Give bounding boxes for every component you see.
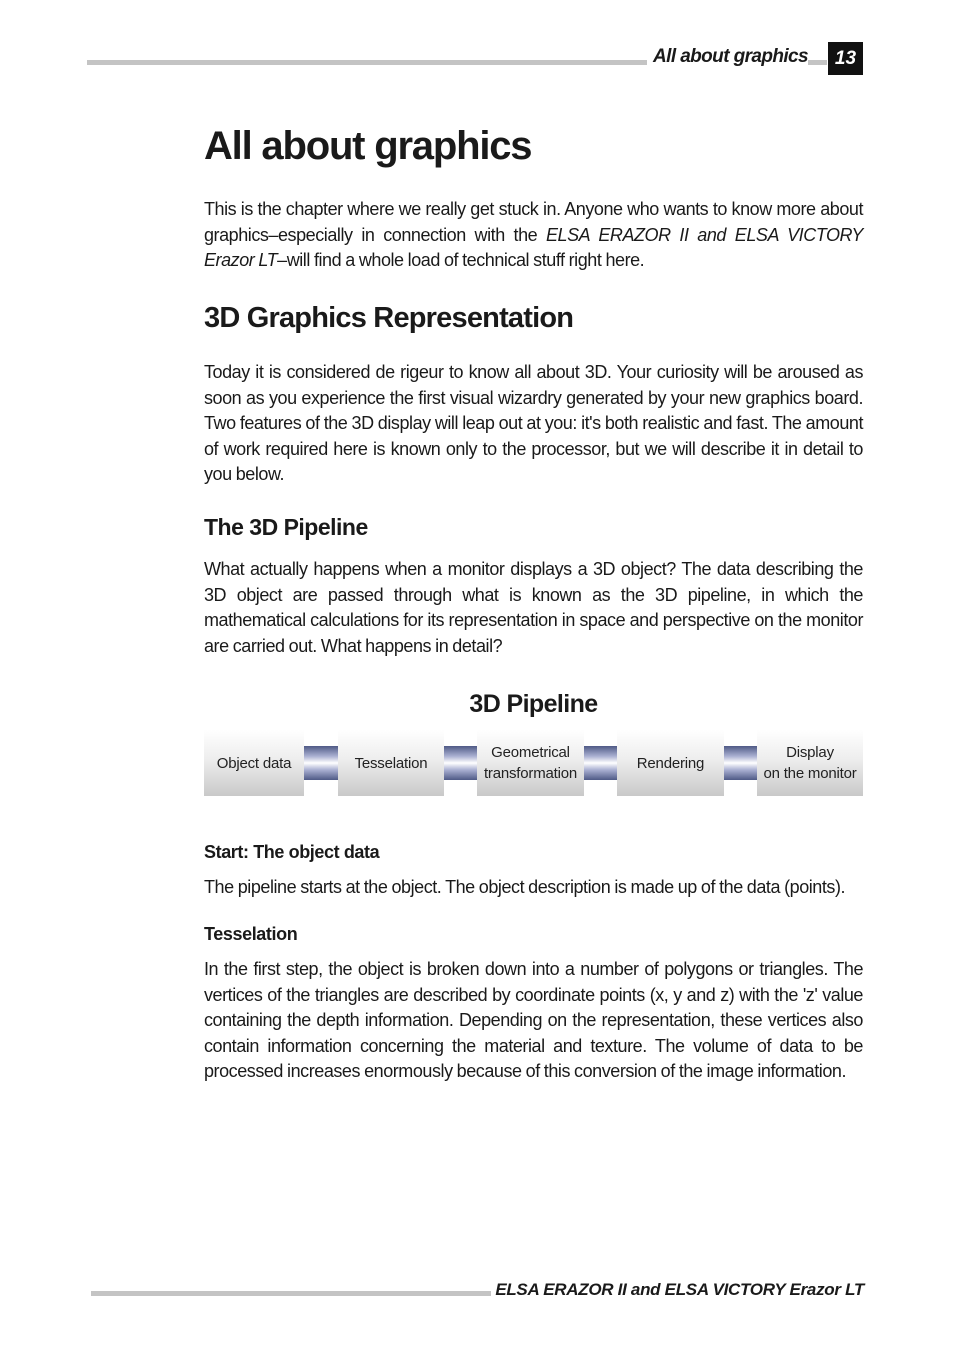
- pipeline-connector: [584, 746, 617, 780]
- intro-text-start: This is the chapter where we really get stuck in. Anyone who wants to know more about graphics–especially in connection with the: [204, 199, 863, 245]
- stage-rendering: [617, 730, 724, 796]
- stage-label: Rendering: [636, 754, 705, 772]
- diagram-title: 3D Pipeline: [469, 690, 598, 718]
- stage-label: Display: [786, 744, 834, 761]
- start-heading: Start: The object data: [204, 842, 380, 862]
- pipeline-connector: [724, 746, 757, 780]
- stage-label: Object data: [216, 754, 292, 772]
- running-header-title: All about graphics: [647, 46, 808, 68]
- tesselation-heading: Tesselation: [204, 924, 298, 944]
- intro-paragraph: [204, 197, 863, 274]
- chapter-title: All about graphics: [204, 124, 532, 168]
- stage-object-data: [204, 730, 304, 796]
- stage-label: Geometrical: [491, 744, 570, 761]
- tesselation-paragraph: In the first step, the object is broken down into a number of polygons or triangles. The vertices of the triangles are described by coordinate points (x, y and z) with the 'z' value containing the depth information. Depending on the representation, these vertices also contain information concerning the material and texture. The volume of data to be processed increases enormously because of this conversion of the image information.: [204, 959, 863, 1082]
- stage-label: Tesselation: [354, 754, 428, 772]
- stage-geometrical-transformation: [477, 730, 584, 796]
- stage-label-line2: on the monitor: [763, 765, 857, 782]
- stage-tesselation: [338, 730, 444, 796]
- section-paragraph: Today it is considered de rigeur to know all about 3D. Your curiosity will be aroused as soon as you experience the first visual wizardry generated by your new graphics board. Two features of the 3D display will leap out at you: it's both realistic and fast. The amount of work required here is known only to the processor, but we will describe it in detail to you below.: [204, 362, 863, 485]
- subsection-paragraph: What actually happens when a monitor displays a 3D object? The data describing the 3D object are passed through what is known as the 3D pipeline, in which the mathematical calculations for its representation in space and perspective on the monitor are carried out. What happens in detail?: [204, 559, 863, 656]
- stage-display-on-monitor: [757, 730, 863, 796]
- intro-text-end: –will find a whole load of technical stuff right here.: [277, 250, 645, 271]
- section-title: 3D Graphics Representation: [204, 302, 574, 334]
- stage-label-line2: transformation: [483, 765, 578, 782]
- subsection-title: The 3D Pipeline: [204, 514, 368, 540]
- pipeline-connector: [444, 746, 477, 780]
- page-number-badge: 13: [828, 42, 863, 75]
- footer-text: ELSA ERAZOR II and ELSA VICTORY Erazor LT: [495, 1280, 864, 1299]
- footer-rule: [91, 1291, 491, 1296]
- pipeline-connector: [304, 746, 338, 780]
- intro-product-names: ELSA ERAZOR II and ELSA VICTORY Erazor LT: [204, 224, 863, 271]
- start-paragraph: The pipeline starts at the object. The object description is made up of the data (points).: [204, 877, 846, 897]
